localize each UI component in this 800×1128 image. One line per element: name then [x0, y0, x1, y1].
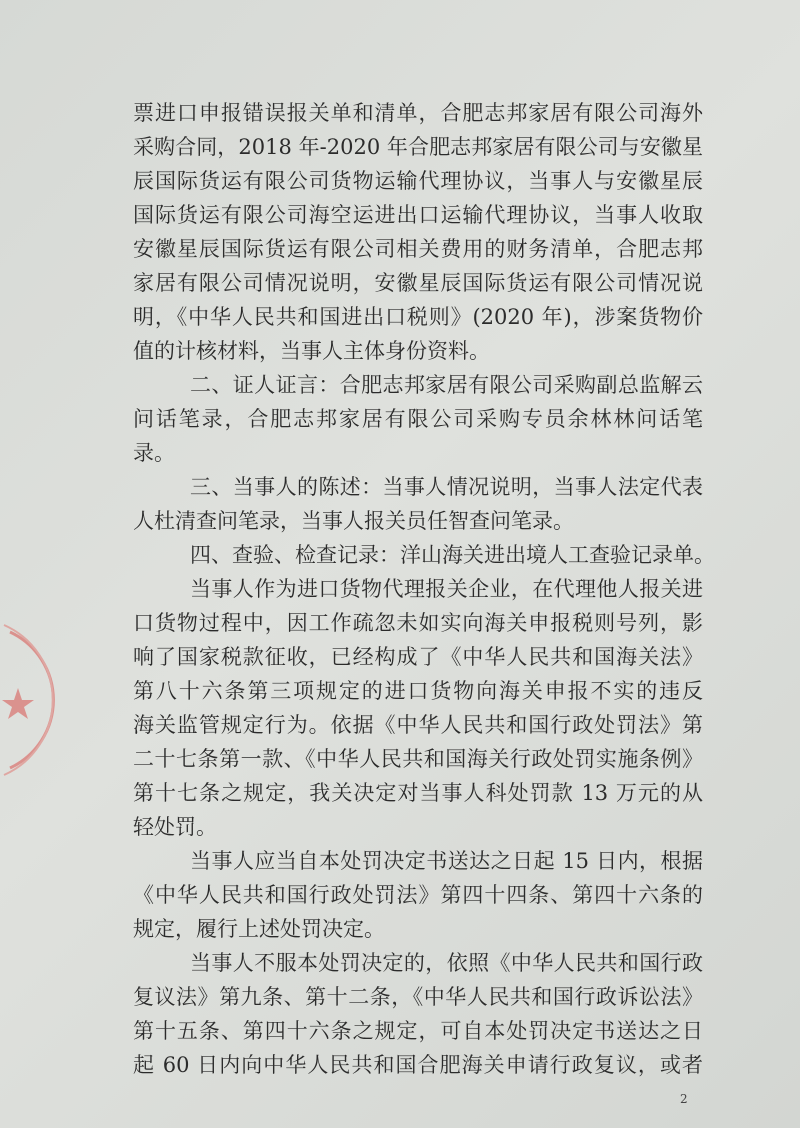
- text-line: 值的计核材料，当事人主体身份资料。: [133, 339, 490, 363]
- document-body: [133, 96, 715, 1082]
- text-line: 采购合同，2018 年-2020 年合肥志邦家居有限公司与安徽星: [133, 135, 703, 159]
- text-line: 《中华人民共和国行政处罚法》第四十四条、第四十六条的: [133, 883, 703, 907]
- text-line: 辰国际货运有限公司货物运输代理协议，当事人与安徽星辰: [133, 169, 703, 193]
- text-line: 第十七条之规定，我关决定对当事人科处罚款 13 万元的从: [133, 781, 703, 805]
- text-line: 人杜清查问笔录，当事人报关员任智查问笔录。: [133, 509, 574, 533]
- text-line: 响了国家税款征收，已经构成了《中华人民共和国海关法》: [133, 645, 703, 669]
- text-line: 规定，履行上述处罚决定。: [133, 917, 385, 941]
- text-line: 海关监管规定行为。依据《中华人民共和国行政处罚法》第: [133, 713, 703, 737]
- text-line: 家居有限公司情况说明，安徽星辰国际货运有限公司情况说: [133, 271, 703, 295]
- text-line: 二十七条第一款、《中华人民共和国海关行政处罚实施条例》: [133, 747, 703, 771]
- text-line: 问话笔录，合肥志邦家居有限公司采购专员余林林问话笔: [133, 407, 703, 431]
- text-line: 复议法》第九条、第十二条，《中华人民共和国行政诉讼法》: [133, 985, 703, 1009]
- text-line: 四、查验、检查记录：洋山海关进出境人工查验记录单。: [190, 543, 715, 567]
- text-line: 明，《中华人民共和国进出口税则》(2020 年)，涉案货物价: [133, 305, 703, 329]
- text-line: 当事人作为进口货物代理报关企业，在代理他人报关进: [190, 577, 703, 601]
- text-line: 第十五条、第四十六条之规定，可自本处罚决定书送达之日: [133, 1019, 703, 1043]
- text-line: 第八十六条第三项规定的进口货物向海关申报不实的违反: [133, 679, 703, 703]
- text-line: 三、当事人的陈述：当事人情况说明，当事人法定代表: [190, 475, 703, 499]
- text-line: 当事人不服本处罚决定的，依照《中华人民共和国行政: [190, 951, 703, 975]
- text-line: 轻处罚。: [133, 815, 217, 839]
- text-line: 当事人应当自本处罚决定书送达之日起 15 日内，根据: [190, 849, 703, 873]
- text-line: 起 60 日内向中华人民共和国合肥海关申请行政复议，或者: [133, 1053, 703, 1077]
- text-line: 票进口申报错误报关单和清单，合肥志邦家居有限公司海外: [133, 101, 703, 125]
- page-number: 2: [680, 1092, 688, 1106]
- text-line: 安徽星辰国际货运有限公司相关费用的财务清单，合肥志邦: [133, 237, 703, 261]
- text-line: 国际货运有限公司海空运进出口运输代理协议，当事人收取: [133, 203, 703, 227]
- text-line: 二、证人证言：合肥志邦家居有限公司采购副总监解云: [190, 373, 703, 397]
- text-line: 口货物过程中，因工作疏忽未如实向海关申报税则号列，影: [133, 611, 703, 635]
- official-seal-stamp: [0, 620, 100, 780]
- text-line: 录。: [133, 441, 175, 465]
